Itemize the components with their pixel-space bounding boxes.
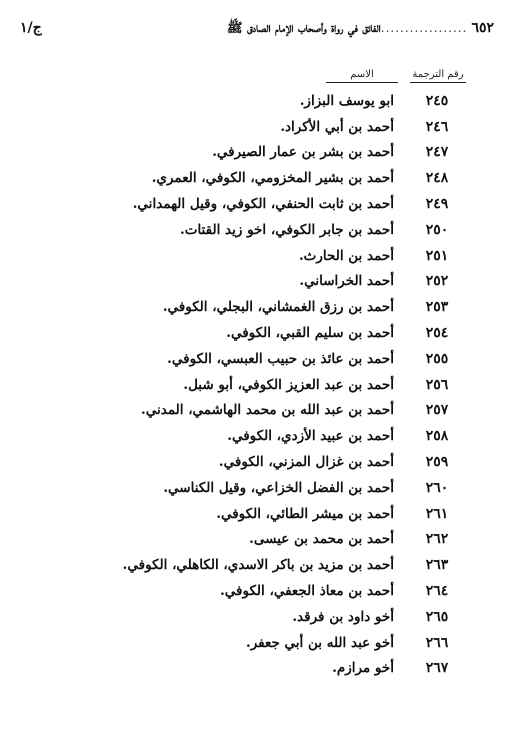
- entry-number: ٢٥٢: [425, 273, 449, 290]
- entry-name: أحمد بن عبد العزيز الكوفي، أبو شبل.: [183, 376, 394, 393]
- column-header-name: [326, 69, 398, 83]
- entry-name: أحمد بن جابر الكوفي، اخو زيد القتات.: [180, 221, 394, 238]
- entry-name: أحمد بن عبيد الأزدي، الكوفي.: [227, 428, 394, 445]
- entry-name: أحمد بن عبد الله بن محمد الهاشمي، المدني.: [141, 402, 394, 419]
- entry-number: ٢٦٧: [425, 660, 449, 677]
- table-row: [48, 191, 468, 217]
- column-header-number: [410, 69, 466, 83]
- entry-number: ٢٥٨: [425, 428, 449, 445]
- column-header-number-label: رقم الترجمة: [412, 69, 464, 80]
- entry-number: ٢٤٦: [425, 118, 449, 135]
- running-header: [20, 20, 494, 42]
- entry-number: ٢٦١: [425, 505, 449, 522]
- table-row: [48, 449, 468, 475]
- entry-name: أحمد بن مزيد بن باكر الاسدي، الكاهلي، الكوفي.: [122, 557, 394, 574]
- entry-number: ٢٤٨: [425, 170, 449, 187]
- table-row: [48, 165, 468, 191]
- table-row: [48, 114, 468, 140]
- entry-number: ٢٥٣: [425, 299, 449, 316]
- entry-number: ٢٥٠: [425, 221, 449, 238]
- entry-number: ٢٦٢: [425, 531, 449, 548]
- entry-number: ٢٥٤: [425, 325, 449, 342]
- table-row: [48, 604, 468, 630]
- entry-number: ٢٦٠: [425, 479, 449, 496]
- header-title-group: [227, 20, 494, 39]
- entry-name: أحمد بن بشر بن عمار الصيرفي.: [212, 144, 394, 161]
- entry-number: ٢٥٩: [425, 454, 449, 471]
- entry-number: ٢٤٥: [425, 92, 449, 109]
- table-row: [48, 578, 468, 604]
- table-row: [48, 398, 468, 424]
- entry-number: ٢٤٩: [425, 196, 449, 213]
- table-row: [48, 88, 468, 114]
- entry-name: أحمد بن الحارث.: [298, 247, 394, 264]
- table-row: [48, 243, 468, 269]
- table-row: [48, 527, 468, 553]
- leader-dots: ..................: [380, 21, 468, 35]
- entry-number: ٢٥٦: [425, 376, 449, 393]
- table-row: [48, 372, 468, 398]
- entry-number: ٢٦٥: [425, 608, 449, 625]
- column-header-number-underline: [410, 82, 466, 83]
- column-header-name-underline: [326, 82, 398, 83]
- entry-name: أحمد بن أبي الأكراد.: [280, 118, 394, 135]
- entry-name: أحمد بن محمد بن عيسى.: [249, 531, 394, 548]
- table-row: [48, 269, 468, 295]
- entry-number: ٢٦٣: [425, 557, 449, 574]
- entry-name: أخو عبد الله بن أبي جعفر.: [246, 634, 394, 651]
- entry-number: ٢٥٥: [425, 350, 449, 367]
- page-number: ٦٥٢: [471, 20, 494, 36]
- book-title: الفائق في رواة وأصحاب الإمام الصادق ﷺ: [226, 21, 381, 36]
- table-row: [48, 217, 468, 243]
- table-row: [48, 140, 468, 166]
- table-row: [48, 320, 468, 346]
- entry-name: ابو يوسف البزاز.: [299, 92, 394, 109]
- entry-name: أحمد بن سليم القبي، الكوفي.: [226, 325, 394, 342]
- entry-name: أحمد بن بشير المخزومي، الكوفي، العمري.: [151, 170, 394, 187]
- entry-name: أحمد بن ميشر الطائي، الكوفي.: [216, 505, 394, 522]
- entries-table: [48, 88, 468, 681]
- entry-number: ٢٤٧: [425, 144, 449, 161]
- entry-name: أحمد بن غزال المزني، الكوفي.: [218, 454, 394, 471]
- entry-number: ٢٦٦: [425, 634, 449, 651]
- table-row: [48, 501, 468, 527]
- table-row: [48, 423, 468, 449]
- entry-name: أحمد بن معاذ الجعفي، الكوفي.: [220, 583, 394, 600]
- entry-name: أحمد بن ثابت الحنفي، الكوفي، وقيل الهمداني.: [132, 196, 394, 213]
- entry-name: أخو داود بن فرقد.: [292, 608, 394, 625]
- entry-name: أحمد بن الفضل الخزاعي، وقيل الكناسي.: [163, 479, 394, 496]
- entry-name: أحمد بن رزق الغمشاني، البجلي، الكوفي.: [162, 299, 394, 316]
- entry-name: أحمد الخراساني.: [299, 273, 394, 290]
- entry-number: ٢٥١: [425, 247, 449, 264]
- entry-number: ٢٥٧: [425, 402, 449, 419]
- table-row: [48, 346, 468, 372]
- table-row: [48, 552, 468, 578]
- column-header-name-label: الاسم: [350, 69, 374, 80]
- table-row: [48, 656, 468, 682]
- entry-name: أحمد بن عائذ بن حبيب العبسي، الكوفي.: [167, 350, 394, 367]
- entry-number: ٢٦٤: [425, 583, 449, 600]
- entry-name: أخو مرازم.: [332, 660, 394, 677]
- table-row: [48, 475, 468, 501]
- volume-number: ج/١: [20, 20, 42, 36]
- table-row: [48, 294, 468, 320]
- table-row: [48, 630, 468, 656]
